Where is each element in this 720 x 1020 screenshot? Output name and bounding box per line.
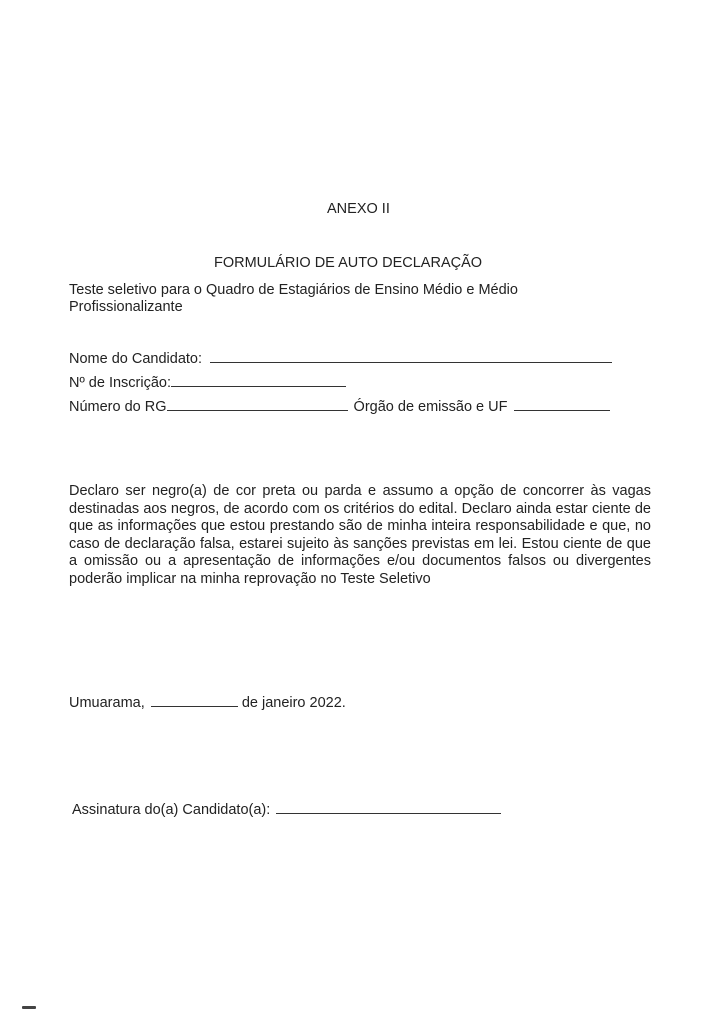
- signature-blank[interactable]: [276, 812, 501, 814]
- rg-label: Número do RG: [69, 399, 167, 415]
- day-blank[interactable]: [151, 705, 238, 707]
- scan-artifact: [22, 1006, 36, 1009]
- registration-blank[interactable]: [171, 385, 346, 387]
- date-suffix: de janeiro 2022.: [241, 695, 346, 711]
- issuer-label: Órgão de emissão e UF: [353, 399, 508, 415]
- date-line: [69, 695, 346, 711]
- date-city: Umuarama,: [69, 695, 145, 711]
- candidate-name-field: [69, 351, 612, 367]
- annex-heading: ANEXO II: [327, 201, 390, 217]
- candidate-name-blank[interactable]: [210, 361, 612, 363]
- rg-blank[interactable]: [167, 409, 348, 411]
- registration-field: [69, 375, 346, 391]
- candidate-name-label: Nome do Candidato:: [69, 351, 202, 367]
- issuer-blank[interactable]: [514, 409, 610, 411]
- declaration-paragraph: Declaro ser negro(a) de cor preta ou parda e assumo a opção de concorrer às vagas destinadas aos negros, de acordo com os critérios do edital. Declaro ainda estar ciente de que as informações que estou prestando são de minha inteira responsabilidade e que, no caso de declaração falsa, estarei sujeito às sanções previstas em lei. Estou ciente de que a omissão ou a apresentação de informações e/ou documentos falsos ou divergentes poderão implicar na minha reprovação no Teste Seletivo: [69, 483, 651, 587]
- rg-field: [69, 399, 610, 415]
- signature-line: [72, 802, 501, 818]
- subtitle-line-2: Profissionalizante: [69, 299, 183, 315]
- subtitle-line-1: Teste seletivo para o Quadro de Estagiários de Ensino Médio e Médio: [69, 282, 518, 298]
- signature-label: Assinatura do(a) Candidato(a):: [72, 802, 271, 818]
- registration-label: Nº de Inscrição:: [69, 375, 172, 391]
- form-title: FORMULÁRIO DE AUTO DECLARAÇÃO: [214, 255, 483, 271]
